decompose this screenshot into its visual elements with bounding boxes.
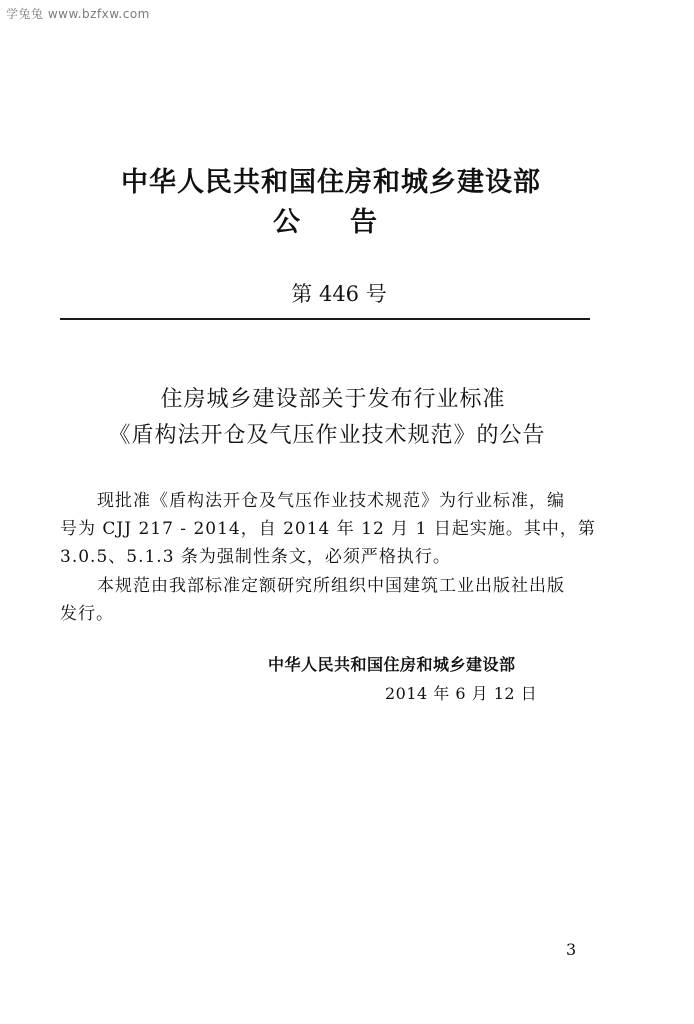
subject-line-2: 《盾构法开仓及气压作业技术规范》的公告 <box>108 423 546 448</box>
subject-line-1: 住房城乡建设部关于发布行业标准 <box>160 387 506 412</box>
watermark-text: 学兔兔 www.bzfxw.com <box>6 7 150 21</box>
announcement-heading: 公告 <box>273 207 427 238</box>
signature-date: 2014 年 6 月 12 日 <box>385 684 538 703</box>
body-line-2: 号为 CJJ 217 - 2014，自 2014 年 12 月 1 日起实施。其中，第 <box>60 519 596 539</box>
body-line-1: 现批准《盾构法开仓及气压作业技术规范》为行业标准，编 <box>97 491 565 511</box>
body-line-3: 3.0.5、5.1.3 条为强制性条文，必须严格执行。 <box>60 547 451 567</box>
issuer-heading: 中华人民共和国住房和城乡建设部 <box>121 167 541 198</box>
issue-number: 第 446 号 <box>291 282 387 306</box>
header-divider <box>60 318 590 320</box>
page-number: 3 <box>566 940 577 959</box>
body-line-4: 本规范由我部标准定额研究所组织中国建筑工业出版社出版 <box>97 576 565 596</box>
signature-issuer: 中华人民共和国住房和城乡建设部 <box>268 655 516 674</box>
body-line-5: 发行。 <box>60 604 114 624</box>
